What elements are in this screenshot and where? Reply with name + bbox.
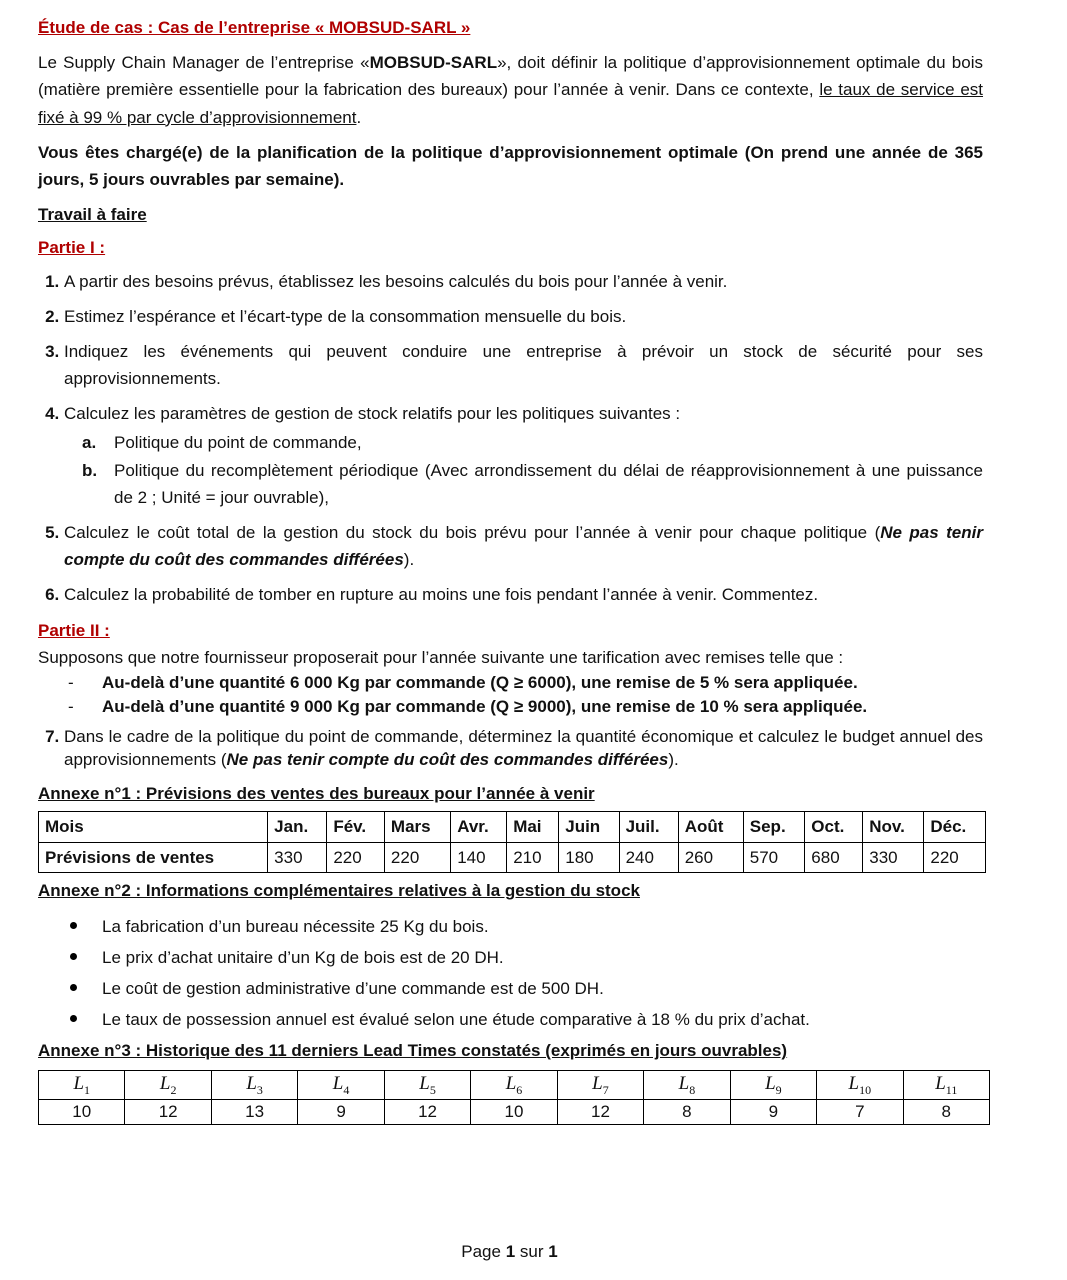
- intro-part2: », doit définir la politique d’approvisionnement optimale du bois (matière première essentielle pour la fabrication des bureaux) pour l’année à venir. Dans ce contexte,: [38, 53, 983, 100]
- stock-info-list: [38, 913, 983, 1034]
- lead-time-label: [644, 1071, 730, 1100]
- lead-time-letter: L: [159, 1073, 171, 1095]
- partie1-heading: Partie I :: [38, 238, 106, 258]
- lead-time-value: 8: [903, 1100, 989, 1125]
- lead-time-value: 10: [39, 1100, 125, 1125]
- question-4b-letter: b.: [82, 460, 98, 480]
- month-cell: Déc.: [924, 812, 986, 843]
- lead-time-label: [903, 1071, 989, 1100]
- partie2-intro: Supposons que notre fournisseur proposerait pour l’année suivante une tarification avec remises telle que :: [38, 647, 844, 667]
- lead-time-value: 12: [125, 1100, 211, 1125]
- month-cell: Avr.: [451, 812, 507, 843]
- forecast-cell: 220: [384, 842, 450, 873]
- lead-time-value: 12: [384, 1100, 470, 1125]
- travail-heading: Travail à faire: [38, 205, 147, 225]
- forecast-cell: 180: [559, 842, 619, 873]
- question-7-emphasis: Ne pas tenir compte du coût des commandes différées: [226, 750, 669, 770]
- month-cell: Sep.: [743, 812, 805, 843]
- question-4a: [82, 429, 983, 456]
- lead-time-value: 8: [644, 1100, 730, 1125]
- lead-time-index: 1: [84, 1083, 91, 1098]
- forecast-row: [39, 842, 986, 873]
- forecast-cell: 330: [863, 842, 924, 873]
- lead-time-letter: L: [935, 1073, 946, 1095]
- forecast-cell: 220: [924, 842, 986, 873]
- lead-time-index: 5: [429, 1083, 436, 1098]
- forecast-cell: 220: [327, 842, 385, 873]
- question-4-text: Calculez les paramètres de gestion de stock relatifs pour les politiques suivantes :: [64, 404, 681, 424]
- lead-time-label: [817, 1071, 903, 1100]
- annexe3-title: Annexe n°3 : Historique des 11 derniers Lead Times constatés (exprimés en jours ouvrables): [38, 1041, 788, 1061]
- lead-time-value: 9: [730, 1100, 816, 1125]
- lead-time-value: 10: [471, 1100, 557, 1125]
- month-cell: Nov.: [863, 812, 924, 843]
- lead-time-letter: L: [246, 1073, 257, 1095]
- partie1-questions: [38, 268, 983, 609]
- question-4-sublist: [64, 429, 983, 511]
- lead-time-values-row: [39, 1100, 990, 1125]
- lead-time-index: 3: [256, 1083, 263, 1098]
- annexe1-title: Annexe n°1 : Prévisions des ventes des bureaux pour l’année à venir: [38, 784, 595, 804]
- lead-time-letter: L: [419, 1073, 430, 1095]
- forecast-row-label: Prévisions de ventes: [39, 842, 268, 873]
- footer-page-word: Page: [461, 1242, 501, 1261]
- month-cell: Août: [678, 812, 743, 843]
- month-cell: Oct.: [805, 812, 863, 843]
- lead-time-letter: L: [678, 1073, 690, 1095]
- partie2-heading: Partie II :: [38, 620, 110, 640]
- lead-time-value: 9: [298, 1100, 384, 1125]
- lead-time-index: 8: [689, 1083, 696, 1098]
- stock-info-item: Le coût de gestion administrative d’une commande est de 500 DH.: [102, 975, 983, 1002]
- lead-time-index: 6: [516, 1083, 523, 1098]
- intro-part1: Le Supply Chain Manager de l’entreprise «: [38, 53, 370, 73]
- discount-1: - Au-delà d’une quantité 6 000 Kg par commande (Q ≥ 6000), une remise de 5 % sera appliquée.: [102, 671, 983, 695]
- footer-page-total: 1: [548, 1242, 558, 1261]
- lead-time-index: 7: [602, 1083, 609, 1098]
- discount-2: - Au-delà d’une quantité 9 000 Kg par commande (Q ≥ 9000), une remise de 10 % sera appliquée.: [102, 695, 983, 719]
- case-study-title: Étude de cas : Cas de l’entreprise « MOBSUD-SARL »: [38, 18, 471, 37]
- question-5-emphasis: Ne pas tenir compte du coût des commandes différées: [64, 523, 983, 570]
- lead-time-label: [298, 1071, 384, 1100]
- month-cell: Juin: [559, 812, 619, 843]
- question-7-text: Dans le cadre de la politique du point de commande, déterminez la quantité économique et calculez le budget annuel des approvisionnements (: [64, 726, 983, 770]
- question-4: [64, 400, 983, 511]
- question-1: 1. A partir des besoins prévus, établissez les besoins calculés du bois pour l’année à venir.: [64, 268, 983, 295]
- lead-times-table: [38, 1070, 990, 1124]
- partie2-questions: [38, 725, 983, 773]
- lead-time-label: [39, 1071, 125, 1100]
- question-4b: [82, 457, 983, 511]
- stock-info-item: Le prix d’achat unitaire d’un Kg de bois est de 20 DH.: [102, 944, 983, 971]
- lead-time-label: [384, 1071, 470, 1100]
- months-row-label: Mois: [39, 812, 268, 843]
- lead-time-value: 12: [557, 1100, 643, 1125]
- lead-time-index: 2: [170, 1083, 177, 1098]
- forecast-cell: 140: [451, 842, 507, 873]
- lead-time-index: 9: [775, 1083, 782, 1098]
- company-name: MOBSUD-SARL: [369, 53, 498, 73]
- mission-statement: Vous êtes chargé(e) de la planification de la politique d’approvisionnement optimale (On prend une année de 365 jours, 5 jours ouvrables par semaine).: [38, 142, 983, 189]
- forecast-cell: 240: [619, 842, 678, 873]
- question-6: 6. Calculez la probabilité de tomber en rupture au moins une fois pendant l’année à venir. Commentez.: [64, 581, 983, 608]
- month-cell: Fév.: [327, 812, 385, 843]
- question-4b-text: Politique du recomplètement périodique (Avec arrondissement du délai de réapprovisionnement à une puissance de 2 ; Unité = jour ouvrable),: [114, 460, 983, 507]
- lead-time-value: 13: [211, 1100, 297, 1125]
- lead-time-index: 11: [945, 1083, 958, 1098]
- months-row: [39, 812, 986, 843]
- lead-time-letter: L: [505, 1073, 517, 1095]
- forecast-cell: 680: [805, 842, 863, 873]
- question-7-end: ).: [668, 750, 679, 770]
- lead-time-index: 4: [343, 1083, 350, 1098]
- footer-page-number: 1: [505, 1242, 516, 1261]
- question-5-end: ).: [403, 550, 415, 570]
- lead-time-label: [211, 1071, 297, 1100]
- page-footer: [0, 1238, 1019, 1265]
- month-cell: Juil.: [619, 812, 678, 843]
- lead-time-letter: L: [848, 1073, 860, 1095]
- question-4a-letter: a.: [82, 433, 97, 453]
- question-2: 2. Estimez l’espérance et l’écart-type de la consommation mensuelle du bois.: [64, 303, 983, 330]
- lead-time-label: [471, 1071, 557, 1100]
- forecast-cell: 210: [507, 842, 559, 873]
- lead-time-label: [557, 1071, 643, 1100]
- month-cell: Mars: [384, 812, 450, 843]
- lead-time-label: [730, 1071, 816, 1100]
- question-7: [64, 725, 983, 773]
- intro-end: .: [356, 107, 362, 127]
- question-3: 3. Indiquez les événements qui peuvent conduire une entreprise à prévoir un stock de sécurité pour ses approvisionnements.: [64, 338, 983, 392]
- forecast-cell: 260: [678, 842, 743, 873]
- question-4a-text: Politique du point de commande,: [114, 433, 362, 453]
- lead-time-letter: L: [73, 1073, 85, 1095]
- sales-forecast-table: [38, 811, 986, 873]
- forecast-cell: 570: [743, 842, 805, 873]
- month-cell: Jan.: [268, 812, 327, 843]
- lead-time-letter: L: [332, 1073, 344, 1095]
- lead-time-value: 7: [817, 1100, 903, 1125]
- lead-time-index: 10: [859, 1083, 872, 1098]
- month-cell: Mai: [507, 812, 559, 843]
- lead-time-label: [125, 1071, 211, 1100]
- annexe2-title: Annexe n°2 : Informations complémentaires relatives à la gestion du stock: [38, 881, 640, 901]
- forecast-cell: 330: [268, 842, 327, 873]
- intro-paragraph: [38, 49, 983, 131]
- lead-time-labels-row: [39, 1071, 990, 1100]
- service-rate-text: le taux de service est fixé à 99 % par cycle d’approvisionnement: [38, 80, 984, 127]
- lead-time-letter: L: [765, 1073, 776, 1095]
- lead-time-letter: L: [592, 1073, 603, 1095]
- question-5: [64, 519, 983, 573]
- footer-of-word: sur: [519, 1242, 544, 1261]
- discount-list: [38, 671, 983, 719]
- stock-info-item: La fabrication d’un bureau nécessite 25 Kg du bois.: [102, 913, 983, 940]
- question-5-text: Calculez le coût total de la gestion du stock du bois prévu pour l’année à venir pour chaque politique (: [64, 523, 881, 542]
- stock-info-item: Le taux de possession annuel est évalué selon une étude comparative à 18 % du prix d’achat.: [102, 1006, 983, 1033]
- document-page: [38, 14, 983, 1125]
